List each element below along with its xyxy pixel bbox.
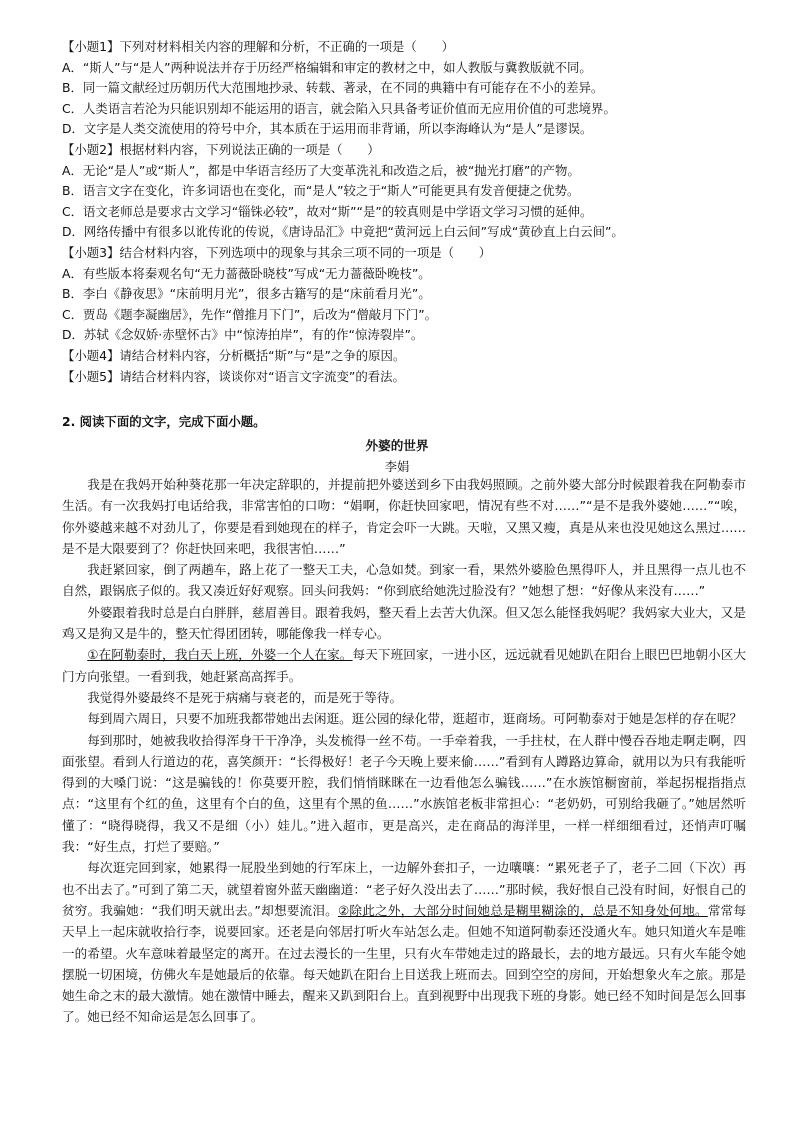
question-5-stem: 【小题5】请结合材料内容，谈谈你对“语言文字流变”的看法。 [62, 368, 405, 384]
paragraph-6: 每到周六周日，只要不加班我都带她出去闲逛。逛公园的绿化带，逛超市，逛商场。可阿勒泰对于她是怎样的存在呢？ [87, 711, 743, 727]
question-3-option-b: B．李白《静夜思》“床前明月光”，很多古籍写的是“床前看月光”。 [62, 286, 431, 302]
question-1-stem: 【小题1】下列对材料相关内容的理解和分析，不正确的一项是（ ） [62, 39, 454, 54]
question-2-option-b: B．语言文字在变化，许多词语也在变化，而“是人”较之于“斯人”可能更具有发音便捷之优势。 [62, 183, 580, 199]
paragraph-8-end: 常常每天早上一起床就收拾行李，说要回家。还老是向邻居打听火车站怎么走。但她不知道阿勒泰还没通火车。她只知道火车是唯一的希望。火车意味着最坚定的离开。在过去漫长的一生里，只有火车带她走过的路最长，去的地方最远。只有火车能令她摆脱一切困境，仿佛火车是她最后的依靠。每天她趴在阳台上目送我上班而去。回到空空的房间，开始想象火车之旅。那是她生命之末的最大激情。她在激情中睡去，醒来又趴到阳台上。直到视野中出现我下班的身影。她已经不知时间是怎么回事了。她已经不知命运是怎么回事了。 [62, 902, 747, 1025]
paragraph-4 [62, 644, 746, 687]
paragraph-2: 我赶紧回家，倒了两趟车，路上花了一整天工夫，心急如焚。到家一看，果然外婆脸色黑得吓人，并且黑得一点儿也不自然，跟锅底子似的。我又凑近好好观察。回头问我妈：“你到底给她洗过脸没有？”她想了想：“好像从来没有……” [62, 562, 746, 599]
paragraph-5: 我觉得外婆最终不是死于病痛与衰老的，而是死于等待。 [87, 689, 403, 705]
question-3-stem: 【小题3】结合材料内容，下列选项中的现象与其余三项不同的一项是（ ） [62, 244, 492, 260]
article-title: 外婆的世界 [365, 438, 429, 453]
question-3-option-c: C．贾岛《题李凝幽居》，先作“僧推月下门”，后改为“僧敲月下门”。 [62, 306, 438, 322]
article-author: 李娟 [384, 459, 410, 474]
paragraph-4-rest: 每天下班回家，一进小区，远远就看见她趴在阳台上眼巴巴地朝小区大门方向张望。一看到我，她赶紧高高挥手。 [62, 647, 747, 684]
question-2-option-d: D．网络传播中有很多以讹传讹的传说，《唐诗品汇》中竟把“黄河远上白云间”写成“黄砂直上白云间”。 [62, 224, 624, 240]
section-2-heading: 2. 阅读下面的文字，完成下面小题。 [62, 414, 266, 429]
paragraph-8 [62, 857, 746, 1027]
question-1-option-b: B．同一篇文献经过历朝历代大范围地抄录、转载、著录，在不同的典籍中有可能存在不小的差异。 [62, 80, 604, 96]
question-2-option-a: A．无论“是人”或“斯人”，都是中华语言经历了大变革洗礼和改造之后，被“抛光打磨”的产物。 [62, 162, 580, 178]
question-3-option-d: D．苏轼《念奴娇·赤壁怀古》中“惊涛拍岸”，有的作“惊涛裂岸”。 [62, 327, 424, 343]
question-3-option-a: A．有些版本将秦观名句“无力蔷薇卧晓枝”写成“无力蔷薇卧晚枝”。 [62, 265, 431, 281]
paragraph-7: 每到那时，她被我收拾得浑身干干净净，头发梳得一丝不苟。一手牵着我，一手拄杖，在人群中慢吞吞地走啊走啊，四面张望。看到人行道边的花，喜笑颜开：“长得极好！老子今天晚上要来偷……”看到有人蹲路边算命，就用以为只有我能听得到的大嗓门说：“这是骗钱的！你莫要开腔，我们悄悄眯眯在一边看他怎么骗钱……”在水族馆橱窗前，举起拐棍指指点点：“这里有个红的鱼，这里有个白的鱼，这里有个黑的鱼……”水族馆老板非常担心：“老奶奶，可别给我砸了。”她居然听懂了：“晓得晓得，我又不是细（小）娃儿。”进入超市，更是高兴，走在商品的海洋里，一样一样细细看过，还悄声叮嘱我：“好生点，打烂了要赔。” [62, 732, 746, 855]
question-2-stem: 【小题2】根据材料内容，下列说法正确的一项是（ ） [62, 141, 380, 157]
question-1-option-a: A．“斯人”与“是人”两种说法并存于历经严格编辑和审定的教材之中，如人教版与冀教版就不同。 [62, 59, 592, 75]
question-1-option-d: D．文字是人类交流使用的符号中介，其本质在于运用而非背诵，所以李海峰认为“是人”是谬误。 [62, 121, 593, 137]
article-body [62, 474, 746, 1028]
paragraph-8-start: 每次逛完回到家，她累得一屁股坐到她的行军床上，一边解外套扣子，一边嚷嚷：“累死老子了，老子二回（下次）再也不出去了。”可到了第二天，就望着窗外蓝天幽幽道：“老子好久没出去了……”那时候，我好恨自己没有时间，好恨自己的贫穷。我骗她：“我们明天就出去。”却想要流泪。 [62, 860, 746, 918]
underlined-sentence-1: ①在阿勒泰时，我白天上班，外婆一个人在家。 [87, 647, 353, 663]
question-4-stem: 【小题4】请结合材料内容，分析概括“斯”与“是”之争的原因。 [62, 347, 406, 363]
question-2-option-c: C．语文老师总是要求古文学习“锱铢必较”，故对“斯”“是”的较真则是中学语文学习习惯的延伸。 [62, 203, 593, 219]
question-list [62, 37, 742, 387]
question-1-option-c: C．人类语言若沦为只能识别却不能运用的语言，就会陷入只具备考证价值而无应用价值的可悲境界。 [62, 100, 616, 116]
paragraph-3: 外婆跟着我时总是白白胖胖，慈眉善目。跟着我妈，整天看上去苦大仇深。但又怎么能怪我妈呢？我妈家大业大，又是鸡又是狗又是牛的，整天忙得团团转，哪能像我一样专心。 [62, 604, 746, 642]
underlined-sentence-2: ②除此之外，大部分时间她总是糊里糊涂的，总是不知身处何地。 [337, 902, 708, 918]
paragraph-1: 我是在我妈开始种葵花那一年决定辞职的，并提前把外婆送到乡下由我妈照顾。之前外婆大部分时候跟着我在阿勒泰市生活。有一次我妈打电话给我，非常害怕的口吻：“娟啊，你赶快回家吧，情况有些不对……”“是不是我外婆她……”“唉，你外婆越来越不对劲儿了，你要是看到她现在的样子，肯定会吓一大跳。天啦，又黑又瘦，真是从来也没见她这么黑过……是不是大限要到了？你赶快回来吧，我很害怕……” [62, 477, 746, 556]
